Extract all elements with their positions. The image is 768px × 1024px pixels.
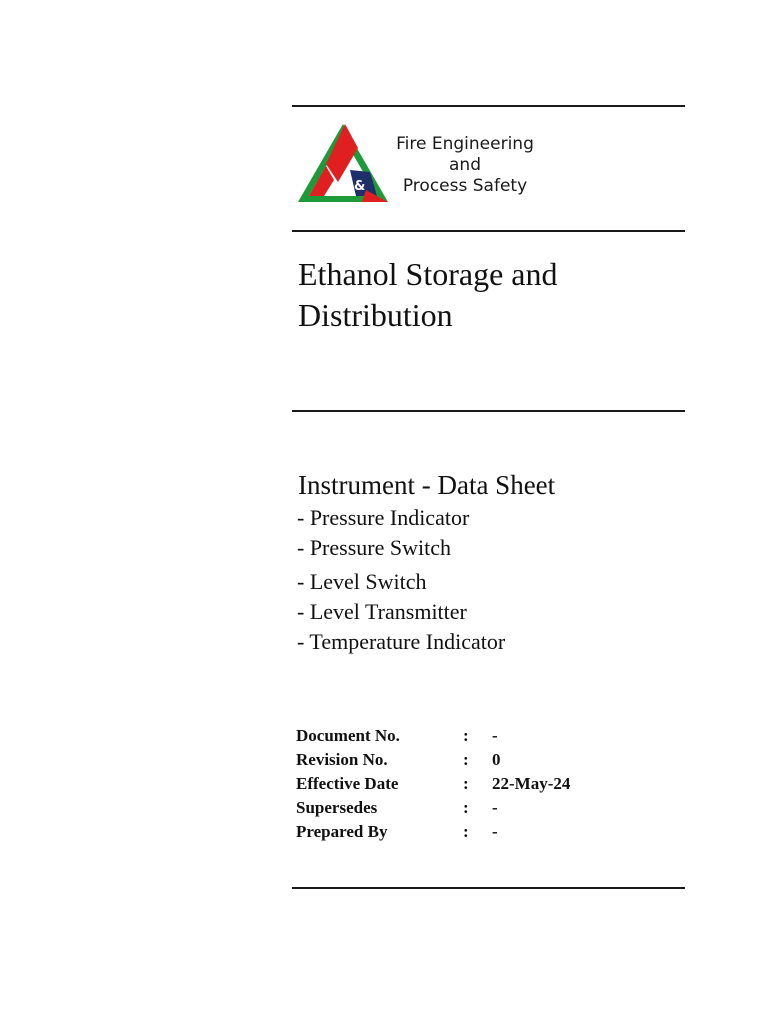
document-title	[298, 254, 678, 336]
meta-value: -	[492, 798, 498, 817]
meta-label: Revision No.	[296, 750, 388, 769]
fepsa-triangle-logo-icon	[296, 122, 390, 204]
title-divider	[292, 410, 685, 412]
instrument-item: - Pressure Switch	[297, 535, 451, 560]
meta-separator: :	[463, 726, 469, 745]
company-name	[388, 134, 542, 197]
instrument-item: - Level Switch	[297, 569, 427, 594]
footer-divider	[292, 887, 685, 889]
meta-label: Document No.	[296, 726, 400, 745]
company-name-line-3: Process Safety	[402, 176, 528, 196]
meta-value: 22-May-24	[492, 774, 571, 793]
instrument-item: - Temperature Indicator	[297, 629, 506, 654]
company-name-line-1: Fire Engineering	[396, 134, 534, 154]
meta-value: 0	[492, 750, 501, 769]
instrument-item: - Level Transmitter	[297, 599, 467, 624]
meta-separator: :	[463, 750, 469, 769]
meta-value: -	[492, 726, 498, 745]
meta-separator: :	[463, 798, 469, 817]
svg-text:&: &	[354, 179, 366, 194]
meta-label: Prepared By	[296, 822, 388, 841]
meta-separator: :	[463, 774, 469, 793]
meta-separator: :	[463, 822, 469, 841]
document-title-line-2: Distribution	[298, 297, 453, 333]
header-divider	[292, 230, 685, 232]
meta-label: Supersedes	[296, 798, 378, 817]
meta-value: -	[492, 822, 498, 841]
company-logo	[296, 122, 390, 204]
company-name-line-2: and	[449, 155, 481, 175]
document-title-line-1: Ethanol Storage and	[298, 256, 558, 292]
top-divider	[292, 105, 685, 107]
meta-label: Effective Date	[296, 774, 399, 793]
instrument-item: - Pressure Indicator	[297, 505, 470, 530]
document-subtitle: Instrument - Data Sheet	[298, 470, 556, 500]
